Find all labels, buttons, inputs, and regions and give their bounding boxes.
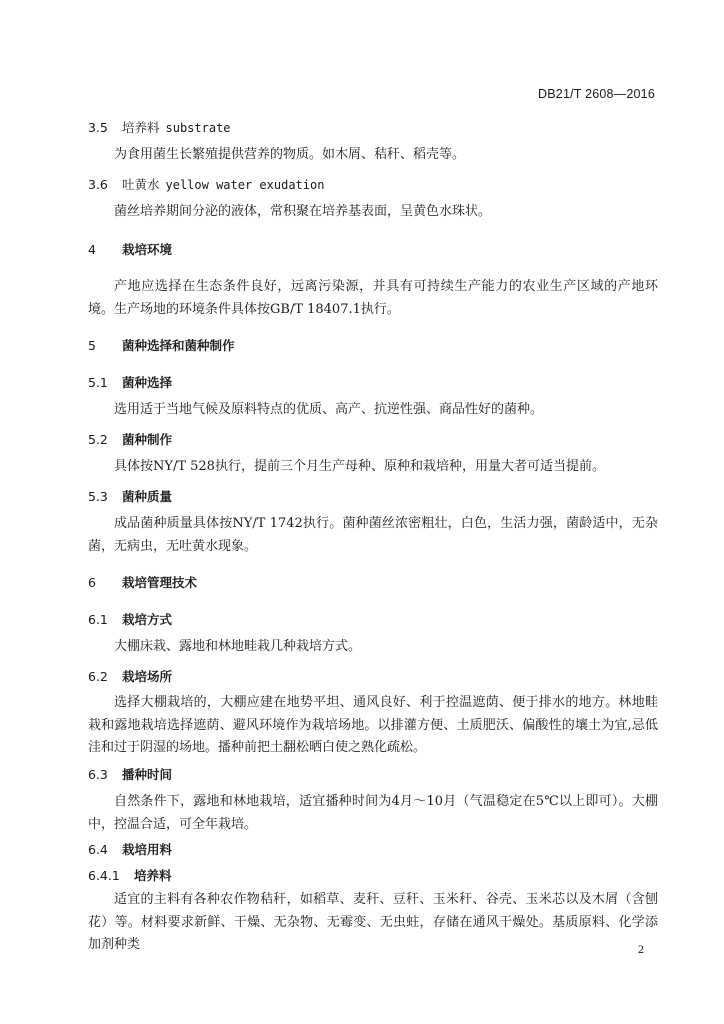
clause-title-english: substrate — [165, 121, 231, 135]
clause-body-6-4-1: 适宜的主料有各种农作物秸秆，如稻草、麦秆、豆秆、玉米秆、谷壳、玉米芯以及木屑（含刨花）等。材料要求新鲜、干燥、无杂物、无霉变、无虫蛀，存储在通风干燥处。基质原料、化学添加剂种类 — [88, 892, 658, 952]
clause-number: 6.2 — [88, 669, 108, 684]
section-number: 5 — [88, 338, 96, 353]
clause-title: 菌种质量 — [122, 489, 173, 504]
clause-heading-5-2 — [88, 430, 172, 448]
clause-body-5-2: 具体按NY/T 528执行，提前三个月生产母种、原种和栽培种，用量大者可适当提前。 — [114, 459, 605, 474]
clause-title: 菌种选择 — [122, 375, 173, 390]
clause-number: 5.3 — [88, 489, 108, 504]
section-heading-4 — [88, 240, 172, 258]
clause-body-6-3: 自然条件下，露地和林地栽培，适宜播种时间为4月～10月（气温稳定在5℃以上即可）。大棚中，控温合适，可全年栽培。 — [88, 794, 658, 832]
clause-title: 培养料 — [122, 120, 160, 135]
clause-body-6-1: 大棚床栽、露地和林地畦栽几种栽培方式。 — [114, 639, 362, 654]
clause-heading-6-3 — [88, 765, 172, 783]
section-number: 4 — [88, 242, 96, 257]
clause-heading-5-3 — [88, 487, 172, 505]
section-heading-5 — [88, 336, 235, 354]
page-number: 2 — [638, 942, 644, 956]
section-title: 栽培管理技术 — [122, 575, 198, 590]
clause-number: 5.1 — [88, 375, 108, 390]
clause-body-5-1: 选用适于当地气候及原料特点的优质、高产、抗逆性强、商品性好的菌种。 — [114, 402, 544, 417]
clause-title: 吐黄水 — [122, 177, 160, 192]
clause-number: 3.5 — [88, 120, 108, 135]
section-heading-6 — [88, 573, 197, 591]
clause-title: 栽培场所 — [122, 669, 173, 684]
standard-code-header: DB21/T 2608—2016 — [538, 87, 655, 101]
clause-title: 播种时间 — [122, 767, 173, 782]
section-title: 菌种选择和菌种制作 — [122, 338, 235, 353]
clause-title: 栽培用料 — [122, 842, 173, 857]
clause-number: 6.4.1 — [88, 868, 120, 883]
clause-number: 5.2 — [88, 432, 108, 447]
clause-heading-6-1 — [88, 610, 172, 628]
clause-body-6-2: 选择大棚栽培的，大棚应建在地势平坦、通风良好、利于控温遮荫、便于排水的地方。林地畦栽和露地栽培选择遮荫、避风环境作为栽培场地。以排灌方便、土质肥沃、偏酸性的壤土为宜,忌低洼和过于阴湿的场地。播种前把土翻松晒白使之熟化疏松。 — [88, 695, 658, 755]
clause-heading-6-4 — [88, 840, 172, 858]
section-title: 栽培环境 — [122, 242, 173, 257]
clause-body-3-5: 为食用菌生长繁殖提供营养的物质。如木屑、秸秆、稻壳等。 — [114, 147, 466, 162]
clause-body-3-6: 菌丝培养期间分泌的液体，常积聚在培养基表面，呈黄色水珠状。 — [114, 204, 492, 219]
clause-title: 培养料 — [134, 868, 172, 883]
clause-heading-6-2 — [88, 667, 172, 685]
clause-title-english: yellow water exudation — [165, 178, 325, 192]
clause-heading-3-6 — [88, 175, 324, 193]
clause-heading-5-1 — [88, 373, 172, 391]
clause-heading-6-4-1 — [88, 866, 172, 884]
clause-heading-3-5 — [88, 118, 231, 136]
section-number: 6 — [88, 575, 96, 590]
clause-number: 3.6 — [88, 177, 108, 192]
clause-body-5-3: 成品菌种质量具体按NY/T 1742执行。菌种菌丝浓密粗壮，白色，生活力强，菌龄适中，无杂菌，无病虫，无吐黄水现象。 — [88, 516, 658, 554]
clause-title: 菌种制作 — [122, 432, 173, 447]
clause-title: 栽培方式 — [122, 612, 173, 627]
section-body-4: 产地应选择在生态条件良好，远离污染源，并具有可持续生产能力的农业生产区域的产地环境。生产场地的环境条件具体按GB/T 18407.1执行。 — [88, 279, 658, 317]
clause-number: 6.3 — [88, 767, 108, 782]
clause-number: 6.4 — [88, 842, 108, 857]
clause-number: 6.1 — [88, 612, 108, 627]
